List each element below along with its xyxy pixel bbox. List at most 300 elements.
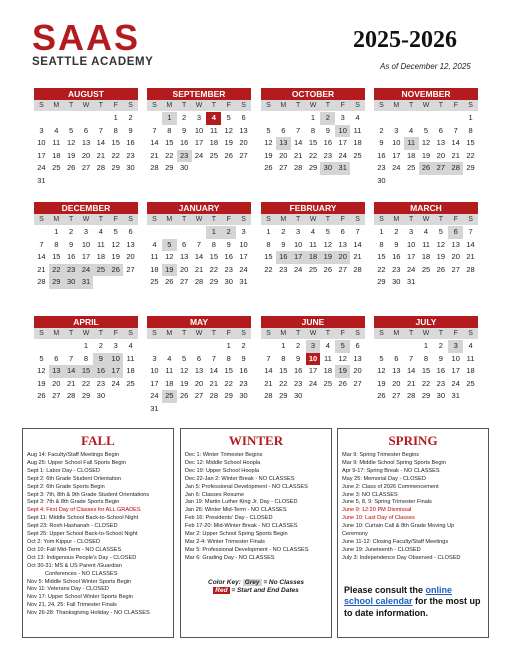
day-cell: 8 (310, 125, 316, 135)
day-cell: 21 (264, 378, 273, 388)
day-cell: 29 (308, 163, 318, 172)
day-cell: 15 (264, 252, 273, 261)
spring-events-box (337, 428, 489, 638)
month-june (261, 316, 365, 403)
day-cell: 29 (165, 163, 174, 172)
day-cell: 25 (150, 277, 159, 286)
day-cell: 9 (296, 353, 301, 363)
day-cell: 28 (96, 163, 106, 172)
day-cell: 11 (422, 239, 430, 249)
day-cell: 13 (353, 353, 362, 363)
day-cell: 16 (239, 366, 248, 375)
day-cell: 20 (239, 138, 248, 147)
day-cell: 30 (320, 162, 335, 175)
day-grid (374, 226, 478, 289)
weekday-label: T (98, 330, 103, 337)
day-cell: 20 (194, 378, 204, 388)
weekday-label: M (53, 330, 60, 337)
day-cell: 19 (335, 365, 350, 378)
day-cell: 25 (162, 390, 177, 403)
day-cell: 11 (126, 353, 135, 363)
day-cell: 16 (436, 366, 446, 375)
day-cell: 3 (340, 113, 345, 122)
event-item: Oct 30-31: MS & US Parent /Guardian (27, 562, 122, 569)
event-item: Sept 1: Labor Day - CLOSED (27, 467, 101, 474)
month-header: JUNE (261, 316, 365, 328)
empty-cell (93, 112, 108, 125)
day-cell: 30 (377, 175, 386, 185)
event-item: Nov 21, 24, 25: Fall Trimester Finals (27, 602, 117, 609)
weekday-label: T (325, 216, 330, 223)
weekday-label: T (68, 330, 74, 337)
day-cell: 19 (162, 264, 177, 277)
weekday-label: S (379, 216, 384, 223)
day-cell: 19 (37, 378, 46, 388)
day-cell: 10 (37, 138, 46, 147)
weekday-label: F (113, 330, 118, 337)
weekday-label: T (408, 330, 414, 337)
weekday-header-row (261, 214, 365, 225)
day-cell: 18 (323, 366, 333, 375)
day-cell: 12 (224, 125, 233, 135)
event-item: Oct 13: Indigenous People's Day - CLOSED (27, 554, 137, 561)
day-cell: 31 (37, 175, 46, 185)
event-item: Jan 19: Martin Luther King Jr. Day - CLOSED (185, 499, 298, 506)
day-cell: 27 (194, 391, 204, 400)
day-cell: 11 (466, 353, 475, 363)
day-cell: 31 (406, 277, 416, 286)
empty-cell (177, 340, 192, 353)
day-cell: 12 (338, 353, 347, 363)
weekday-label: W (82, 102, 90, 109)
day-cell: 1 (206, 226, 221, 239)
month-may (147, 316, 251, 415)
day-cell: 31 (79, 276, 94, 289)
month-february (261, 202, 365, 276)
weekday-label: T (325, 102, 330, 109)
day-cell: 2 (379, 125, 384, 135)
day-cell: 20 (179, 264, 189, 274)
day-cell: 22 (264, 264, 273, 274)
day-cell: 5 (162, 239, 177, 252)
day-cell: 3 (152, 353, 157, 363)
day-cell: 14 (466, 239, 475, 249)
day-cell: 3 (296, 227, 301, 236)
day-cell: 20 (81, 150, 91, 160)
day-cell: 11 (323, 353, 332, 363)
day-cell: 23 (126, 150, 135, 160)
day-cell: 13 (451, 239, 460, 249)
spring-title: SPRING (388, 433, 438, 448)
weekday-label: S (468, 330, 473, 337)
day-cell: 9 (69, 239, 74, 249)
weekday-label: T (68, 102, 74, 109)
day-cell: 11 (165, 366, 174, 375)
day-cell: 6 (54, 353, 59, 363)
day-cell: 20 (451, 252, 460, 261)
day-cell: 1 (54, 227, 59, 236)
day-cell: 10 (81, 239, 91, 249)
day-cell: 27 (239, 150, 248, 160)
weekday-label: W (309, 216, 317, 223)
day-cell: 8 (281, 353, 286, 363)
weekday-label: W (195, 102, 203, 109)
day-cell: 15 (466, 138, 475, 147)
day-cell: 13 (239, 125, 248, 135)
day-cell: 14 (406, 366, 416, 375)
day-cell: 4 (423, 227, 429, 236)
day-cell: 29 (81, 391, 91, 400)
day-cell: 11 (353, 125, 362, 135)
day-cell: 6 (182, 239, 187, 249)
day-cell: 6 (394, 353, 399, 363)
day-cell: 21 (37, 264, 46, 274)
month-header: OCTOBER (261, 88, 365, 100)
day-cell: 15 (52, 252, 61, 261)
day-cell: 24 (79, 264, 94, 277)
day-grid (34, 112, 138, 187)
event-item: Sept 11: Middle School Back-to-School Night (27, 515, 139, 522)
day-cell: 27 (392, 391, 401, 400)
day-cell: 4 (98, 227, 103, 236)
day-cell: 13 (392, 366, 401, 375)
weekday-label: S (355, 216, 360, 223)
day-cell: 27 (279, 163, 288, 172)
empty-cell (261, 112, 276, 125)
day-cell: 10 (239, 239, 248, 249)
day-cell: 15 (377, 252, 386, 261)
day-cell: 6 (241, 113, 246, 122)
day-cell: 25 (93, 264, 108, 277)
day-cell: 23 (64, 264, 79, 277)
day-cell: 23 (436, 378, 446, 388)
day-cell: 5 (379, 353, 384, 363)
svg-text:SAAS: SAAS (32, 22, 141, 54)
winter-events-list (181, 452, 331, 563)
month-header: NOVEMBER (374, 88, 478, 100)
event-item: June 2: Class of 2026 Commencement (342, 483, 439, 490)
day-cell: 16 (179, 138, 189, 147)
day-cell: 22 (279, 378, 288, 388)
day-cell: 2 (182, 113, 187, 122)
empty-cell (291, 112, 306, 125)
day-cell: 23 (96, 378, 106, 388)
weekday-label: M (166, 216, 173, 223)
day-cell: 23 (239, 378, 248, 388)
day-cell: 28 (150, 163, 159, 172)
weekday-label: T (211, 216, 216, 223)
day-cell: 15 (308, 138, 318, 147)
day-cell: 9 (93, 353, 108, 366)
day-cell: 1 (281, 341, 286, 350)
day-cell: 7 (409, 353, 414, 363)
day-cell: 31 (150, 403, 159, 413)
event-item: Apr 9-17: Spring Break - NO CLASSES (342, 467, 440, 474)
day-cell: 22 (111, 150, 120, 160)
day-cell: 5 (226, 113, 231, 122)
day-cell: 27 (81, 163, 91, 172)
weekday-label: T (438, 102, 443, 109)
color-key-grey: Grey (244, 578, 260, 586)
event-item: Mar 2-4: Winter Trimester Finals (185, 538, 265, 545)
day-cell: 3 (113, 341, 118, 350)
day-cell: 17 (81, 252, 91, 261)
day-cell: 10 (451, 353, 460, 363)
weekday-label: S (128, 216, 133, 223)
day-cell: 17 (150, 378, 159, 388)
fall-events-box (22, 428, 174, 638)
day-cell: 1 (226, 341, 231, 350)
day-cell: 6 (355, 341, 360, 350)
weekday-label: S (355, 330, 360, 337)
empty-cell (162, 226, 177, 239)
weekday-label: S (152, 102, 157, 109)
day-cell: 19 (377, 378, 386, 388)
weekday-label: S (241, 330, 246, 337)
weekday-header-row (374, 328, 478, 339)
day-cell: 14 (353, 239, 362, 249)
day-cell: 3 (394, 125, 399, 135)
day-cell: 5 (39, 353, 44, 363)
day-cell: 24 (406, 264, 416, 274)
weekday-label: S (241, 216, 246, 223)
day-cell: 20 (392, 378, 401, 388)
day-cell: 19 (436, 252, 446, 261)
day-cell: 24 (194, 150, 204, 160)
day-cell: 26 (436, 264, 446, 274)
day-cell: 22 (466, 150, 475, 160)
weekday-header-row (34, 100, 138, 111)
day-cell: 18 (165, 378, 174, 388)
day-cell: 1 (162, 112, 177, 125)
weekday-label: T (181, 216, 187, 223)
day-cell: 5 (266, 125, 271, 135)
event-item: Mar 2: Upper School Spring Sports Begin (185, 531, 288, 538)
day-cell: 26 (264, 163, 273, 172)
day-cell: 7 (211, 353, 216, 363)
day-cell: 9 (182, 125, 187, 135)
day-cell: 10 (406, 239, 416, 249)
day-grid (147, 226, 251, 289)
empty-cell (177, 226, 192, 239)
day-cell: 22 (377, 264, 386, 274)
day-cell: 15 (279, 366, 288, 375)
day-cell: 17 (451, 366, 460, 375)
day-cell: 26 (108, 264, 123, 277)
online-calendar-link[interactable]: online school calendar (344, 584, 453, 607)
spring-events-list (338, 452, 488, 563)
weekday-label: S (128, 102, 133, 109)
day-cell: 30 (64, 276, 79, 289)
day-cell: 3 (409, 227, 414, 236)
day-cell: 21 (451, 150, 460, 160)
day-cell: 23 (392, 264, 401, 274)
weekday-label: M (53, 102, 60, 109)
day-cell: 7 (468, 227, 473, 236)
consult-text-before: Please consult the (344, 584, 426, 595)
weekday-label: M (166, 102, 173, 109)
day-cell: 3 (306, 340, 321, 353)
day-cell: 19 (179, 378, 189, 388)
day-cell: 18 (406, 150, 416, 160)
event-item: Conferences - NO CLASSES (45, 570, 118, 577)
day-cell: 17 (308, 366, 318, 375)
day-cell: 19 (66, 150, 76, 160)
month-march (374, 202, 478, 289)
day-cell: 8 (423, 353, 429, 363)
day-cell: 20 (353, 366, 362, 375)
day-cell: 5 (182, 353, 187, 363)
month-header: DECEMBER (34, 202, 138, 214)
day-cell: 26 (338, 378, 347, 388)
day-cell: 14 (451, 138, 460, 147)
weekday-header-row (147, 328, 251, 339)
day-cell: 28 (37, 277, 46, 286)
day-cell: 18 (209, 138, 219, 147)
day-cell: 20 (279, 150, 288, 160)
day-cell: 28 (448, 162, 463, 175)
weekday-label: S (266, 330, 271, 337)
day-cell: 25 (308, 264, 318, 274)
day-cell: 29 (421, 391, 431, 400)
day-grid (261, 340, 365, 403)
day-cell: 21 (66, 378, 76, 388)
weekday-header-row (261, 100, 365, 111)
day-cell: 2 (438, 341, 443, 350)
event-item: Mar 9: Middle School Spring Sports Begin (342, 459, 446, 466)
day-cell: 4 (310, 227, 316, 236)
day-cell: 28 (406, 391, 416, 400)
day-cell: 6 (281, 125, 286, 135)
weekday-label: W (82, 330, 90, 337)
weekday-label: T (408, 102, 414, 109)
empty-cell (34, 226, 49, 239)
weekday-label: S (468, 102, 473, 109)
color-key (181, 579, 331, 594)
weekday-header-row (34, 328, 138, 339)
day-cell: 21 (353, 252, 362, 261)
day-cell: 21 (293, 150, 303, 160)
empty-cell (276, 112, 291, 125)
day-cell: 13 (81, 138, 91, 147)
day-cell: 14 (293, 138, 303, 147)
weekday-label: W (309, 330, 317, 337)
day-cell: 22 (81, 378, 91, 388)
day-cell: 5 (335, 340, 350, 353)
day-cell: 25 (126, 378, 135, 388)
day-grid (374, 112, 478, 187)
day-cell: 31 (451, 391, 460, 400)
day-cell: 16 (66, 252, 76, 261)
day-cell: 17 (291, 251, 306, 264)
day-cell: 6 (448, 226, 463, 239)
weekday-header-row (147, 214, 251, 225)
day-cell: 21 (96, 150, 106, 160)
weekday-label: W (422, 102, 430, 109)
day-cell: 26 (179, 391, 189, 400)
weekday-label: S (355, 102, 360, 109)
day-cell: 8 (54, 239, 59, 249)
day-cell: 23 (177, 150, 192, 163)
empty-cell (261, 340, 276, 353)
day-cell: 6 (438, 125, 443, 135)
month-august (34, 88, 138, 187)
empty-cell (433, 112, 448, 125)
day-cell: 11 (309, 239, 317, 249)
day-cell: 4 (468, 341, 473, 350)
day-cell: 28 (293, 163, 303, 172)
day-cell: 13 (126, 239, 135, 249)
day-cell: 8 (211, 239, 216, 249)
day-cell: 19 (111, 252, 120, 261)
day-cell: 16 (93, 365, 108, 378)
day-cell: 8 (379, 239, 384, 249)
empty-cell (206, 340, 221, 353)
day-cell: 17 (37, 150, 46, 160)
month-january (147, 202, 251, 289)
day-cell: 24 (111, 378, 120, 388)
day-cell: 9 (281, 239, 286, 249)
day-cell: 12 (323, 239, 333, 249)
day-cell: 12 (111, 239, 120, 249)
day-cell: 17 (338, 138, 347, 147)
day-cell: 1 (310, 113, 316, 122)
weekday-label: S (128, 330, 133, 337)
event-item: Nov 5: Middle School Winter Sports Begin (27, 578, 132, 585)
day-cell: 25 (209, 150, 219, 160)
day-cell: 4 (355, 113, 360, 122)
day-cell: 29 (49, 276, 64, 289)
empty-cell (404, 340, 419, 353)
weekday-label: M (53, 216, 60, 223)
day-cell: 21 (194, 264, 204, 274)
day-cell: 25 (353, 150, 362, 160)
event-item: June 5, 8, 9: Spring Trimester Finals (342, 499, 432, 506)
day-cell: 6 (128, 227, 133, 236)
day-cell: 2 (221, 226, 236, 239)
color-key-title: Color Key: (208, 578, 241, 586)
day-cell: 19 (224, 138, 233, 147)
day-cell: 15 (79, 365, 94, 378)
day-cell: 6 (340, 227, 345, 236)
weekday-label: W (422, 216, 430, 223)
day-grid (374, 340, 478, 403)
day-cell: 26 (37, 391, 46, 400)
weekday-label: W (309, 102, 317, 109)
day-cell: 17 (194, 138, 204, 147)
empty-cell (64, 112, 79, 125)
day-cell: 7 (39, 239, 44, 249)
winter-title: WINTER (228, 433, 284, 448)
weekday-label: M (393, 102, 400, 109)
weekday-label: F (340, 216, 345, 223)
day-cell: 7 (266, 353, 271, 363)
day-cell: 14 (37, 252, 46, 261)
weekday-label: M (280, 102, 287, 109)
day-cell: 12 (377, 366, 386, 375)
day-cell: 16 (126, 138, 135, 147)
weekday-label: F (340, 102, 345, 109)
day-cell: 24 (239, 264, 248, 274)
event-item: June 10: Last Day of Classes (342, 515, 415, 522)
weekday-label: T (295, 102, 301, 109)
day-cell: 24 (451, 378, 460, 388)
day-cell: 12 (179, 366, 189, 375)
day-grid (34, 226, 138, 289)
empty-cell (162, 340, 177, 353)
day-cell: 12 (37, 366, 46, 375)
day-cell: 27 (338, 264, 347, 274)
